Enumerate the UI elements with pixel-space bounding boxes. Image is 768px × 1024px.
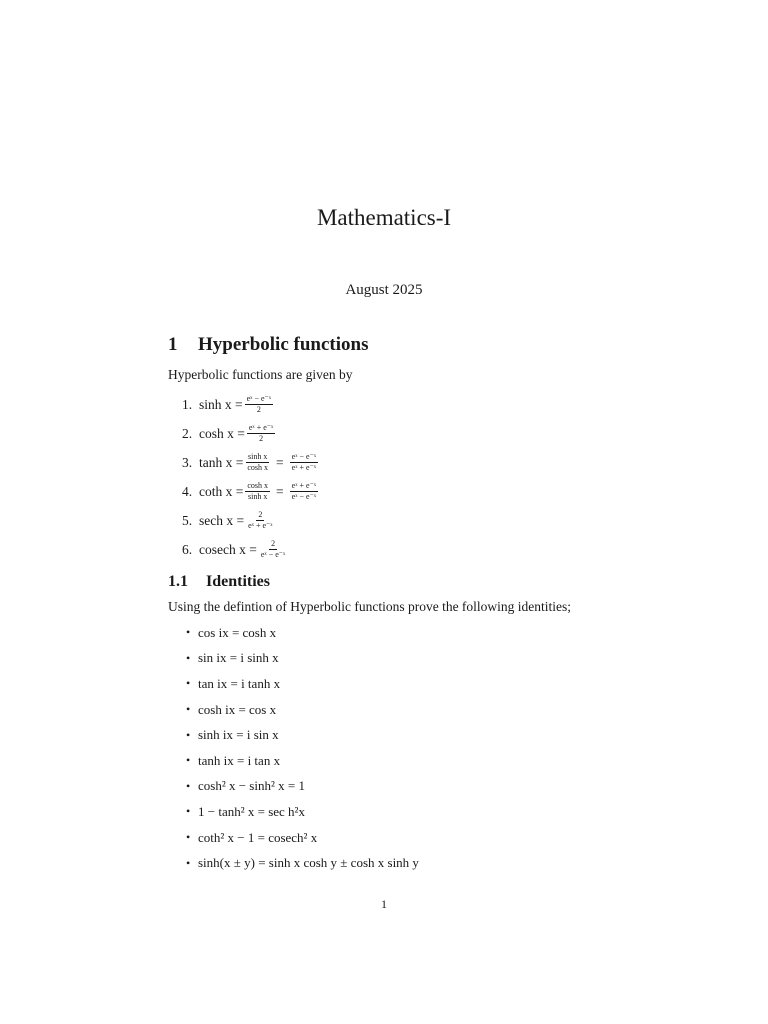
- identity-text: sinh(x ± y) = sinh x cosh y ± cosh x sinh y: [198, 855, 419, 871]
- fraction: [245, 453, 270, 473]
- list-marker: 3.: [182, 454, 193, 470]
- identity-text: sin ix = i sinh x: [198, 650, 279, 666]
- document-title: Mathematics-I: [316, 205, 452, 230]
- list-marker: 5.: [182, 512, 193, 528]
- fraction-denominator: sinh x: [248, 492, 268, 501]
- bullet-icon: •: [186, 702, 191, 717]
- page-number: 1: [381, 897, 387, 911]
- definition-item: [182, 477, 320, 506]
- identity-text: cos ix = cosh x: [198, 624, 277, 640]
- definition-lhs: cosh x =: [199, 425, 245, 441]
- fraction: [290, 482, 318, 502]
- list-item: [186, 825, 419, 851]
- identity-text: coth² x − 1 = cosech² x: [198, 829, 318, 845]
- bullet-icon: •: [186, 676, 191, 691]
- list-item: [186, 671, 419, 697]
- fraction-numerator: eˣ + e⁻ˣ: [290, 482, 318, 492]
- section-number: 1: [168, 334, 178, 355]
- fraction: [246, 511, 274, 531]
- list-item: [186, 774, 419, 800]
- fraction-denominator: 2: [259, 434, 264, 443]
- identity-text: cosh ix = cos x: [198, 701, 277, 717]
- bullet-icon: •: [186, 625, 191, 640]
- bullet-icon: •: [186, 753, 191, 768]
- fraction-numerator: eˣ + e⁻ˣ: [247, 424, 275, 434]
- list-item: [186, 697, 419, 723]
- fraction-denominator: eˣ + e⁻ˣ: [291, 463, 317, 472]
- definition-lhs: coth x =: [199, 483, 244, 499]
- bullet-icon: •: [186, 650, 191, 665]
- fraction: [245, 395, 273, 415]
- identity-text: sinh ix = i sin x: [198, 727, 279, 743]
- list-item: [186, 722, 419, 748]
- identity-text: 1 − tanh² x = sec h²x: [198, 803, 305, 819]
- fraction-denominator: eˣ + e⁻ˣ: [248, 521, 273, 530]
- list-item: [186, 850, 419, 876]
- subsection-title: Identities: [206, 573, 270, 590]
- identity-text: cosh² x − sinh² x = 1: [198, 778, 305, 794]
- fraction-numerator: 2: [256, 511, 264, 521]
- list-item: [186, 799, 419, 825]
- definition-item: [182, 506, 320, 535]
- identity-text: tanh ix = i tan x: [198, 752, 281, 768]
- section-heading: [168, 334, 368, 356]
- subsection-number: 1.1: [168, 573, 188, 590]
- fraction: [259, 540, 287, 560]
- section-title: Hyperbolic functions: [198, 334, 369, 355]
- definition-item: [182, 448, 320, 477]
- definition-item: [182, 390, 320, 419]
- list-item: [186, 620, 419, 646]
- equals-sign: =: [276, 483, 284, 499]
- bullet-icon: •: [186, 727, 191, 742]
- subsection-heading: [168, 573, 270, 591]
- fraction: [247, 424, 275, 444]
- fraction: [290, 453, 318, 473]
- bullet-icon: •: [186, 778, 191, 793]
- equals-sign: =: [276, 454, 284, 470]
- list-marker: 6.: [182, 541, 193, 557]
- definition-item: [182, 535, 320, 564]
- fraction-denominator: 2: [256, 405, 261, 414]
- list-marker: 4.: [182, 483, 193, 499]
- fraction: [245, 482, 270, 502]
- subsection-intro: Using the defintion of Hyperbolic functions prove the following identities;: [168, 599, 572, 614]
- definition-lhs: sech x =: [199, 512, 245, 528]
- list-item: [186, 748, 419, 774]
- definition-lhs: tanh x =: [199, 454, 244, 470]
- fraction-numerator: 2: [269, 540, 277, 550]
- bullet-icon: •: [186, 830, 191, 845]
- fraction-denominator: cosh x: [247, 463, 269, 472]
- identity-text: tan ix = i tanh x: [198, 675, 281, 691]
- fraction-denominator: eˣ − e⁻ˣ: [260, 550, 286, 559]
- bullet-icon: •: [186, 804, 191, 819]
- list-marker: 1.: [182, 396, 193, 412]
- definition-lhs: sinh x =: [199, 396, 243, 412]
- fraction-numerator: eˣ − e⁻ˣ: [245, 395, 273, 405]
- definitions-list: [182, 390, 320, 564]
- list-item: [186, 646, 419, 672]
- list-marker: 2.: [182, 425, 193, 441]
- fraction-numerator: eˣ − e⁻ˣ: [290, 453, 318, 463]
- definition-item: [182, 419, 320, 448]
- document-date: August 2025: [345, 282, 423, 298]
- fraction-numerator: sinh x: [246, 453, 269, 463]
- section-intro: Hyperbolic functions are given by: [168, 367, 353, 382]
- identities-list: [186, 620, 419, 876]
- bullet-icon: •: [186, 855, 191, 870]
- fraction-denominator: eˣ − e⁻ˣ: [291, 492, 317, 501]
- definition-lhs: cosech x =: [199, 541, 257, 557]
- fraction-numerator: cosh x: [245, 482, 270, 492]
